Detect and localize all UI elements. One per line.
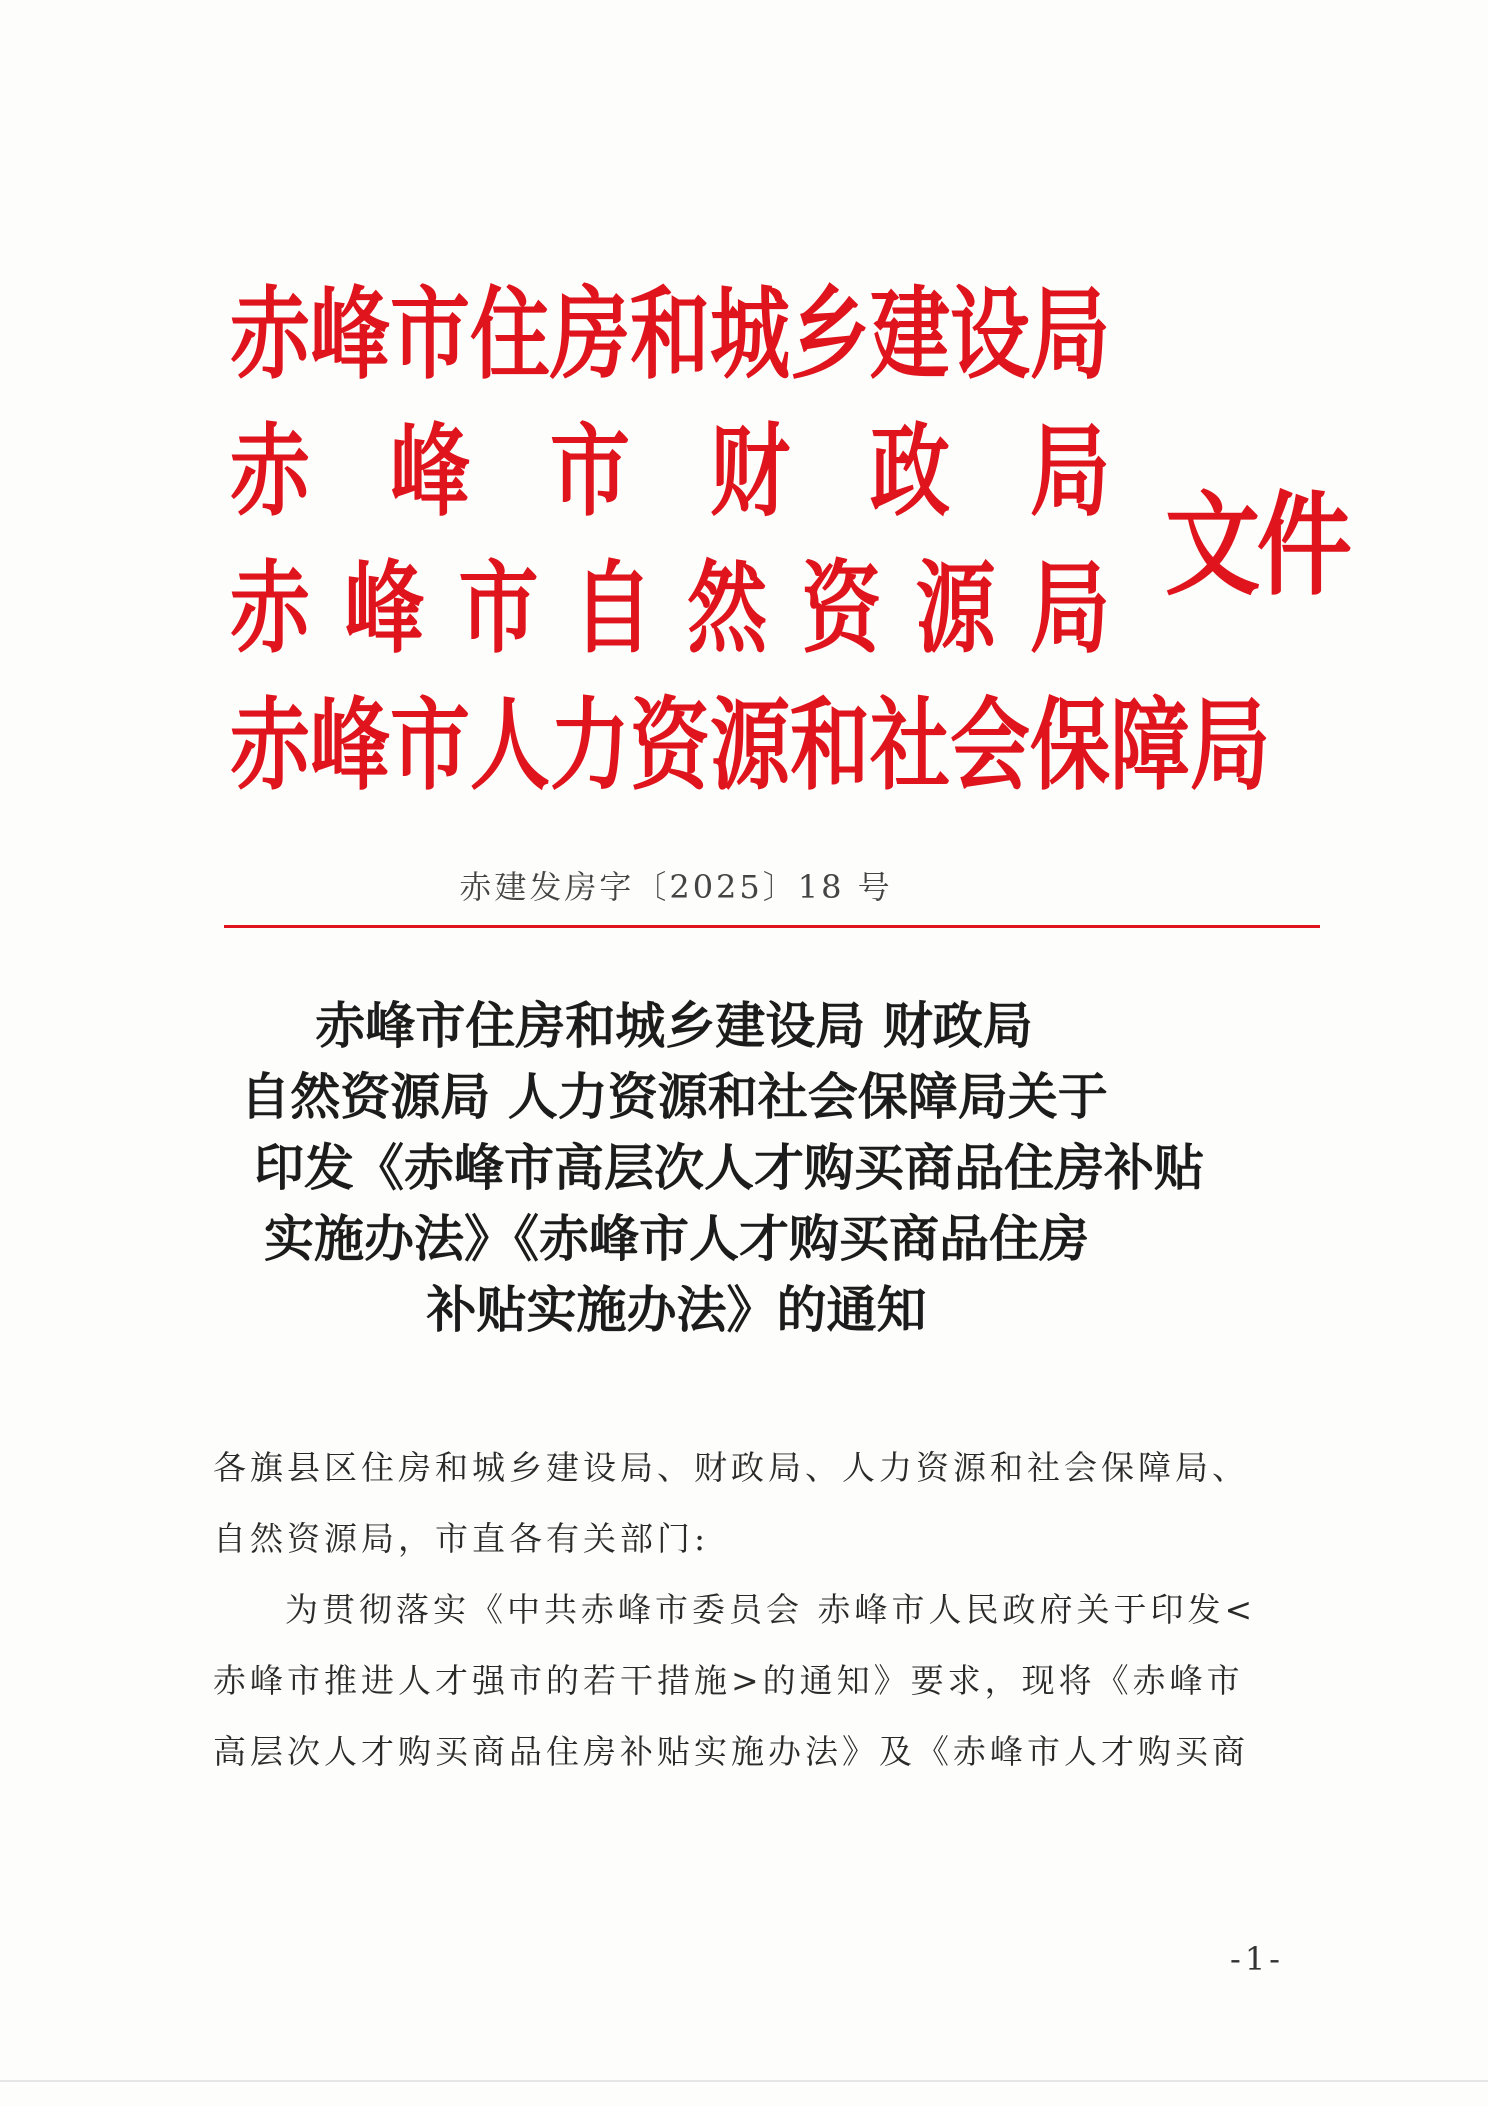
issuer-char: 和: [630, 276, 710, 393]
issuer-char: 社: [870, 687, 950, 804]
issuer-line-4: [230, 687, 1270, 804]
issuer-char: 乡: [790, 276, 870, 393]
addressee-line-1: 各旗县区住房和城乡建设局、财政局、人力资源和社会保障局、: [213, 1448, 1249, 1487]
notice-title: [0, 990, 1488, 1345]
issuer-char: 政: [870, 413, 950, 530]
issuer-char: 力: [550, 687, 630, 804]
issuer-char: 建: [870, 276, 950, 393]
issuer-char: 源: [915, 550, 996, 667]
issuer-char: 市: [390, 687, 470, 804]
document-number: [0, 862, 1488, 908]
issuer-char: 赤: [230, 687, 310, 804]
issuer-char: 自: [572, 550, 653, 667]
issuer-char: 局: [1190, 687, 1270, 804]
issuer-char: 障: [1110, 687, 1190, 804]
issuer-char: 财: [710, 413, 790, 530]
issuer-char: 赤: [230, 276, 310, 393]
issuer-char: 设: [950, 276, 1030, 393]
issuer-line-1: [230, 276, 1110, 393]
issuer-line-3: [230, 550, 1110, 667]
red-divider-line: [224, 925, 1320, 928]
title-line-1: 赤峰市住房和城乡建设局 财政局: [315, 996, 1033, 1055]
title-line-5: 补贴实施办法》的通知: [426, 1280, 927, 1339]
document-number-text: 赤建发房字〔2025〕18 号: [459, 868, 893, 906]
issuer-char: 然: [687, 550, 768, 667]
page-bottom-edge: [0, 2080, 1488, 2082]
issuer-char: 峰: [390, 413, 470, 530]
document-type-label: 文件: [1165, 481, 1349, 611]
body-line-3: 高层次人才购买商品住房补贴实施办法》及《赤峰市人才购买商: [213, 1732, 1249, 1771]
issuer-char: 峰: [344, 550, 425, 667]
body-line-1: 为贯彻落实《中共赤峰市委员会 赤峰市人民政府关于印发<: [285, 1590, 1257, 1629]
issuer-char: 局: [1030, 413, 1110, 530]
title-line-4: 实施办法》《赤峰市人才购买商品住房: [264, 1209, 1089, 1268]
issuer-char: 人: [470, 687, 550, 804]
issuer-char: 保: [1030, 687, 1110, 804]
addressee-line-2: 自然资源局，市直各有关部门:: [213, 1519, 710, 1558]
issuer-char: 市: [390, 276, 470, 393]
issuer-char: 和: [790, 687, 870, 804]
issuer-char: 会: [950, 687, 1030, 804]
notice-body: [213, 1432, 1313, 1787]
page-number: -1-: [1230, 1940, 1284, 1978]
issuer-char: 资: [630, 687, 710, 804]
title-line-3: 印发《赤峰市高层次人才购买商品住房补贴: [254, 1138, 1204, 1197]
issuer-char: 市: [550, 413, 630, 530]
issuer-char: 资: [801, 550, 882, 667]
issuer-char: 赤: [230, 550, 310, 667]
issuer-line-2: [230, 413, 1110, 530]
issuer-char: 局: [1030, 276, 1110, 393]
issuer-char: 房: [550, 276, 630, 393]
issuer-char: 城: [710, 276, 790, 393]
body-line-2: 赤峰市推进人才强市的若干措施>的通知》要求，现将《赤峰市: [213, 1661, 1244, 1700]
issuer-char: 源: [710, 687, 790, 804]
issuer-char: 局: [1029, 550, 1110, 667]
issuer-char: 住: [470, 276, 550, 393]
issuer-char: 峰: [310, 276, 390, 393]
issuer-char: 赤: [230, 413, 310, 530]
issuer-char: 峰: [310, 687, 390, 804]
title-line-2: 自然资源局 人力资源和社会保障局关于: [240, 1067, 1108, 1126]
issuer-char: 市: [458, 550, 539, 667]
